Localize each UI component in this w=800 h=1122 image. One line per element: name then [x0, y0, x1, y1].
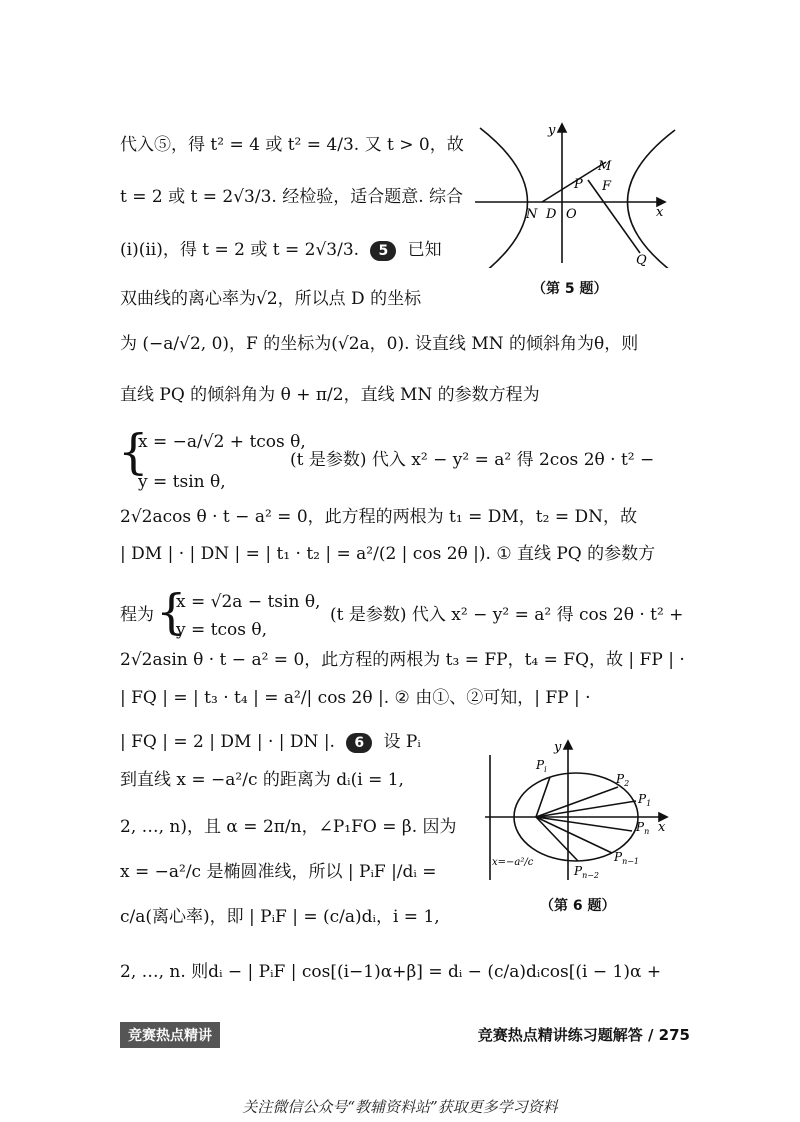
fig5-line-pq [588, 180, 640, 253]
system-brace-2: { [156, 584, 187, 640]
text-line-9: | DM | · | DN | = | t₁ · t₂ | = a²/(2 | cos 2θ |). ① 直线 PQ 的参数方 [120, 544, 656, 564]
fig6-directrix-label: x=−a²/c [492, 857, 534, 868]
fig5-label-f: F [602, 179, 612, 194]
fig6-label-pn1: $P_{n-1}$ [614, 850, 640, 866]
text-line-8: 2√2acos θ · t − a² = 0，此方程的两根为 t₁ = DM，t₂ = DN，故 [120, 507, 637, 527]
text-line-10d: y = tcos θ, [176, 620, 268, 640]
fig6-label-p2: $P_2$ [616, 772, 630, 788]
text-line-10b: x = √2a − tsin θ, [176, 592, 321, 612]
footer-section-label: 竞赛热点精讲 [120, 1022, 220, 1048]
text-line-7a: x = −a/√2 + tcos θ, [138, 432, 306, 452]
text-line-13a: | FQ | = 2 | DM | · | DN |. [120, 732, 335, 752]
fig6-label-x: x [658, 820, 666, 835]
text-line-10c: (t 是参数) 代入 x² − y² = a² 得 cos 2θ · t² + [330, 605, 684, 625]
fig6-label-pn: $P_n$ [636, 820, 650, 836]
fig6-label-pn2: $P_{n-2}$ [574, 864, 600, 880]
figure-6-diagram [480, 735, 680, 885]
problem-6-badge: 6 [346, 733, 372, 753]
text-line-4: 双曲线的离心率为√2，所以点 D 的坐标 [120, 289, 422, 309]
text-line-18: 2, …, n. 则dᵢ − | PᵢF | cos[(i−1)α+β] = dᵢ − (c/a)dᵢcos[(i − 1)α + [120, 962, 662, 982]
text-line-13 [120, 730, 421, 754]
text-line-5: 为 (−a/√2, 0)，F 的坐标为(√2a，0). 设直线 MN 的倾斜角为θ，则 [120, 334, 639, 354]
text-line-3b: 已知 [407, 240, 442, 260]
system-brace-1: { [118, 424, 149, 480]
fig6-label-pi: $P_i$ [536, 758, 547, 774]
text-line-16: x = −a²/c 是椭圆准线，所以 | PᵢF |/dᵢ = [120, 862, 437, 882]
figure-5-diagram [470, 118, 680, 268]
text-line-7b: (t 是参数) 代入 x² − y² = a² 得 2cos 2θ · t² − [290, 450, 655, 470]
fig5-label-x: x [656, 205, 664, 220]
fig5-label-y: y [548, 123, 556, 138]
figure-6-caption: （第 6 题） [540, 898, 616, 914]
text-line-15: 2, …, n)，且 α = 2π/n，∠P₁FO = β. 因为 [120, 817, 457, 837]
text-line-2: t = 2 或 t = 2√3/3. 经检验，适合题意. 综合 [120, 187, 464, 207]
fig5-label-o: O [566, 207, 577, 222]
figure-5-caption: （第 5 题） [532, 281, 608, 297]
text-line-12: | FQ | = | t₃ · t₄ | = a²/| cos 2θ |. ② 由①、②可知，| FP | · [120, 688, 591, 708]
fig5-label-m: M [598, 159, 612, 174]
text-line-3a: (i)(ii)，得 t = 2 或 t = 2√3/3. [120, 240, 360, 260]
fig5-left-branch [480, 128, 528, 268]
text-line-11: 2√2asin θ · t − a² = 0，此方程的两根为 t₃ = FP，t₄ = FQ，故 | FP | · [120, 650, 685, 670]
problem-5-badge: 5 [370, 241, 396, 261]
text-line-17: c/a(离心率)，即 | PᵢF | = (c/a)dᵢ，i = 1, [120, 907, 440, 927]
text-line-13b: 设 Pᵢ [383, 732, 421, 752]
fig6-label-y: y [554, 740, 562, 755]
text-line-10a: 程为 [120, 605, 154, 625]
fig5-label-n: N [526, 207, 538, 222]
text-line-7c: y = tsin θ, [138, 472, 226, 492]
fig5-label-p: P [574, 177, 583, 192]
fig5-label-d: D [546, 207, 557, 222]
text-line-14: 到直线 x = −a²/c 的距离为 dᵢ(i = 1, [120, 770, 404, 790]
text-line-3 [120, 238, 442, 262]
fig5-label-q: Q [636, 253, 647, 268]
text-line-1: 代入⑤，得 t² = 4 或 t² = 4/3. 又 t > 0，故 [120, 135, 464, 155]
watermark-text: 关注微信公众号“教辅资料站”获取更多学习资料 [242, 1098, 558, 1116]
footer-page-info: 竞赛热点精讲练习题解答 / 275 [477, 1026, 690, 1044]
text-line-6: 直线 PQ 的倾斜角为 θ + π/2，直线 MN 的参数方程为 [120, 385, 540, 405]
fig5-right-branch [628, 130, 676, 268]
fig6-label-p1: $P_1$ [638, 792, 652, 808]
